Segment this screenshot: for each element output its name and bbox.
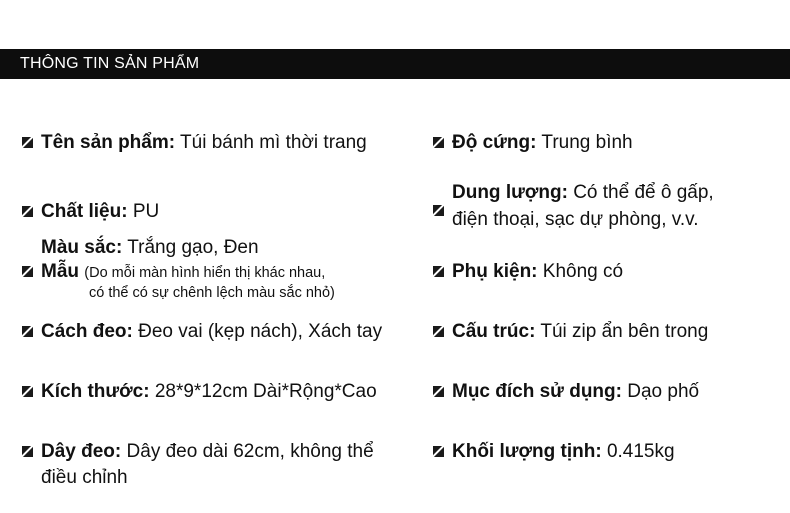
spec-value: Có thể để ô gấp, bbox=[573, 182, 714, 203]
spec-value-continued: điện thoại, sạc dự phòng, v.v. bbox=[452, 209, 699, 230]
spec-label: Kích thước: bbox=[41, 381, 150, 402]
spec-material bbox=[41, 199, 159, 224]
spec-carry-style bbox=[41, 319, 382, 344]
spec-hardness bbox=[452, 130, 633, 155]
spec-note-continued: có thể có sự chênh lệch màu sắc nhỏ) bbox=[89, 285, 335, 301]
bullet-icon bbox=[22, 446, 33, 457]
bullet-icon bbox=[22, 386, 33, 397]
bullet-icon bbox=[433, 266, 444, 277]
spec-value: Dây đeo dài 62cm, không thể bbox=[126, 441, 374, 462]
spec-label: Dung lượng: bbox=[452, 182, 568, 203]
section-header bbox=[0, 49, 790, 79]
spec-label: Khối lượng tịnh: bbox=[452, 441, 602, 462]
spec-value: Đeo vai (kẹp nách), Xách tay bbox=[138, 321, 383, 342]
bullet-icon bbox=[433, 137, 444, 148]
spec-value: Dạo phố bbox=[627, 381, 700, 402]
spec-label: Mẫu bbox=[41, 261, 79, 282]
spec-label: Độ cứng: bbox=[452, 132, 537, 153]
spec-note: (Do mỗi màn hình hiển thị khác nhau, bbox=[84, 265, 326, 281]
spec-label: Dây đeo: bbox=[41, 441, 122, 462]
spec-color-sample bbox=[41, 259, 325, 284]
spec-label: Phụ kiện: bbox=[452, 261, 538, 282]
spec-value: Túi bánh mì thời trang bbox=[180, 132, 367, 153]
spec-value: Không có bbox=[542, 261, 624, 282]
spec-capacity bbox=[452, 180, 714, 205]
spec-value: Túi zip ẩn bên trong bbox=[540, 321, 709, 342]
spec-label: Tên sản phẩm: bbox=[41, 132, 176, 153]
bullet-icon bbox=[22, 137, 33, 148]
spec-value: 0.415kg bbox=[606, 441, 675, 462]
spec-value-continued: điều chỉnh bbox=[41, 467, 128, 488]
bullet-icon bbox=[433, 205, 444, 216]
spec-strap bbox=[41, 439, 374, 464]
spec-purpose bbox=[452, 379, 699, 404]
spec-dimensions bbox=[41, 379, 377, 404]
spec-value: Trắng gạo, Đen bbox=[127, 237, 259, 258]
spec-accessories bbox=[452, 259, 623, 284]
bullet-icon bbox=[22, 266, 33, 277]
bullet-icon bbox=[433, 326, 444, 337]
spec-label: Mục đích sử dụng: bbox=[452, 381, 622, 402]
spec-product-name bbox=[41, 130, 367, 155]
spec-value: 28*9*12cm Dài*Rộng*Cao bbox=[154, 381, 377, 402]
spec-net-weight bbox=[452, 439, 675, 464]
spec-label: Cấu trúc: bbox=[452, 321, 536, 342]
spec-label: Màu sắc: bbox=[41, 237, 123, 258]
spec-structure bbox=[452, 319, 708, 344]
bullet-icon bbox=[22, 206, 33, 217]
spec-label: Cách đeo: bbox=[41, 321, 133, 342]
bullet-icon bbox=[433, 386, 444, 397]
spec-value: Trung bình bbox=[541, 132, 633, 153]
spec-label: Chất liệu: bbox=[41, 201, 128, 222]
spec-value: PU bbox=[132, 201, 160, 222]
bullet-icon bbox=[433, 446, 444, 457]
bullet-icon bbox=[22, 326, 33, 337]
section-title: THÔNG TIN SẢN PHẨM bbox=[20, 55, 200, 72]
spec-color bbox=[41, 235, 259, 260]
